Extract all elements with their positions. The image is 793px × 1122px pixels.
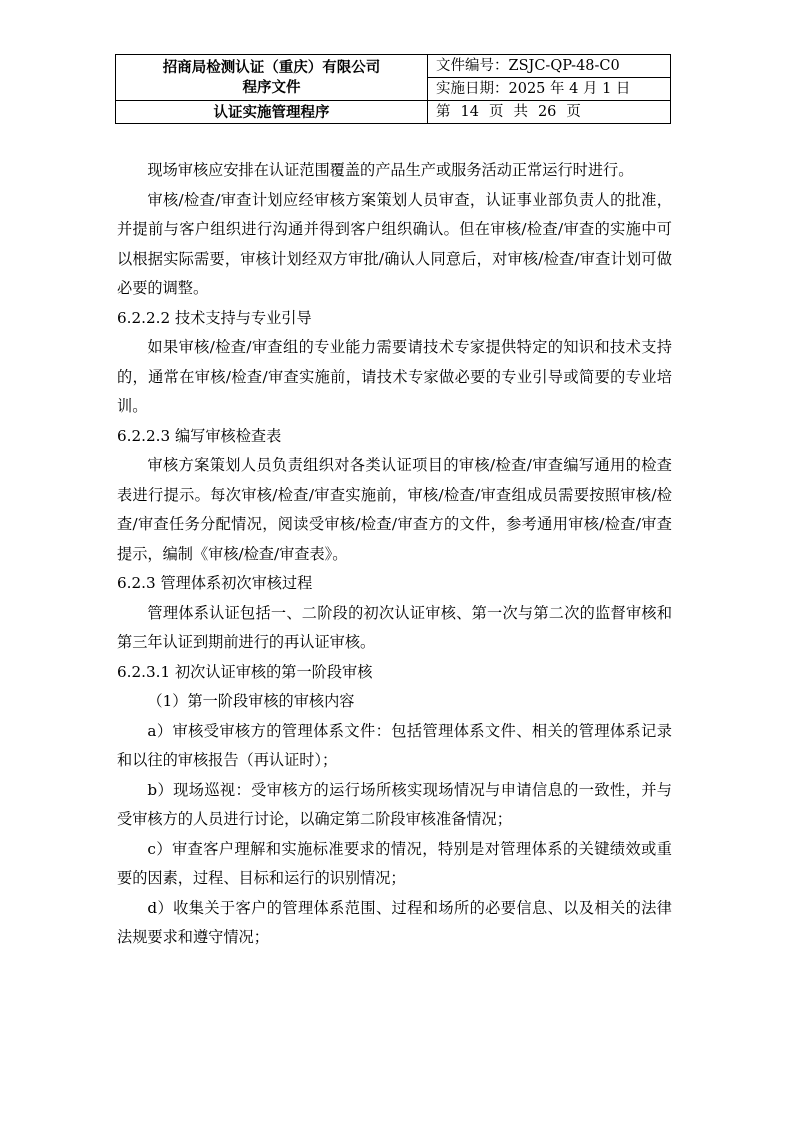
document-header-table (115, 54, 671, 124)
section-heading: 6.2.3 管理体系初次审核过程 (117, 574, 313, 592)
paragraph: d）收集关于客户的管理体系范围、过程和场所的必要信息、以及相关的法律法规要求和遵守情况； (117, 898, 672, 946)
paragraph: c）审查客户理解和实施标准要求的情况，特别是对管理体系的关键绩效或重要的因素，过程、目标和运行的识别情况； (117, 839, 672, 887)
paragraph: 管理体系认证包括一、二阶段的初次认证审核、第一次与第二次的监督审核和第三年认证到期前进行的再认证审核。 (117, 603, 672, 651)
section-heading: 6.2.3.1 初次认证审核的第一阶段审核 (117, 662, 373, 681)
implementation-date: 实施日期：2025 年 4 月 1 日 (428, 78, 671, 101)
paragraph: 审核/检查/审查计划应经审核方案策划人员审查，认证事业部负责人的批准，并提前与客户组织进行沟通并得到客户组织确认。但在审核/检查/审查的实施中可以根据实际需要，审核计划经双方审批/确认人同意后，对审核/检查/审查计划可做必要的调整。 (117, 190, 672, 297)
document-type: 程序文件 (242, 78, 301, 96)
total-pages: 26 (537, 103, 557, 120)
paragraph: （1）第一阶段审核的审核内容 (147, 692, 355, 710)
page-number: 第 14 页 共 26 页 (428, 101, 671, 124)
paragraph: a）审核受审核方的管理体系文件：包括管理体系文件、相关的管理体系记录和以往的审核报告（再认证时）； (117, 721, 672, 769)
paragraph: 如果审核/检查/审查组的专业能力需要请技术专家提供特定的知识和技术支持的，通常在审核/检查/审查实施前，请技术专家做必要的专业引导或简要的专业培训。 (117, 338, 672, 415)
section-heading: 6.2.2.3 编写审核检查表 (117, 426, 282, 445)
paragraph: 审核方案策划人员负责组织对各类认证项目的审核/检查/审查编写通用的检查表进行提示。每次审核/检查/审查实施前，审核/检查/审查组成员需要按照审核/检查/审查任务分配情况，阅读受审核/检查/审查方的文件，参考通用审核/检查/审查提示，编制《审核/检查/审查表》。 (117, 456, 672, 563)
company-name-cell (116, 55, 428, 101)
current-page: 14 (460, 103, 479, 120)
section-heading: 6.2.2.2 技术支持与专业引导 (117, 308, 312, 327)
procedure-title: 认证实施管理程序 (116, 101, 428, 124)
company-name: 招商局检测认证（重庆）有限公司 (162, 58, 381, 76)
document-body (117, 156, 672, 953)
paragraph: b）现场巡视：受审核方的运行场所核实现场情况与申请信息的一致性，并与受审核方的人员进行讨论，以确定第二阶段审核准备情况； (117, 780, 672, 828)
document-number: 文件编号：ZSJC-QP-48-C0 (428, 55, 671, 78)
paragraph: 现场审核应安排在认证范围覆盖的产品生产或服务活动正常运行时进行。 (147, 161, 634, 179)
